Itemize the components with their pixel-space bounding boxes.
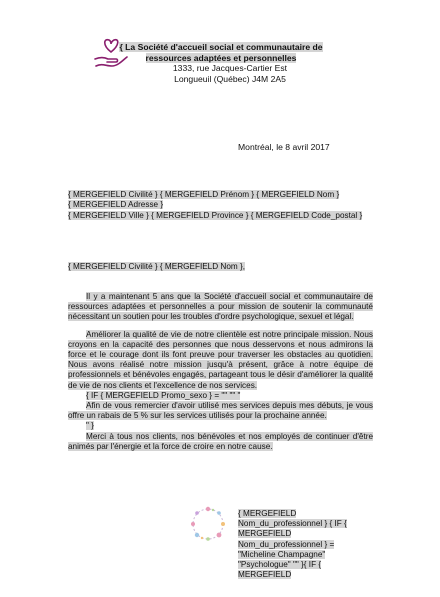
letter-body xyxy=(68,292,373,452)
floral-wreath-icon xyxy=(186,502,230,546)
salutation-text: { MERGEFIELD Civilité } { MERGEFIELD Nom }, xyxy=(68,262,245,271)
address-line-1: 1333, rue Jacques-Cartier Est xyxy=(172,63,288,74)
letterhead xyxy=(116,42,326,84)
body-paragraph-2: Améliorer la qualité de vie de notre clientèle est notre principale mission. Nous croyons en la capacité des personnes que nous desservons et nous admirons la force et le courage dont ils font preuve pour traverser les obstacles au quotidien. Nous avons réalisé notre mission jusqu'à présent, grâce à notre équipe de professionnels et bénévoles engagés, partageant tous le désir d'améliorer la qualité de vie de nos clients et l'excellence de nos services. xyxy=(68,329,373,390)
if-merge-field: { IF { MERGEFIELD Promo_sexo } = "" "" " xyxy=(86,390,241,400)
body-paragraph-4: Merci à tous nos clients, nos bénévoles et nos employés de continuer d'être animés par l'énergie et la force de croire en notre cause. xyxy=(68,431,373,451)
body-paragraph-3: Afin de vous remercier d'avoir utilisé mes services depuis mes débuts, je vous offre un rabais de 5 % sur les services utilisés pour la prochaine année. xyxy=(68,401,373,421)
address-line-2: Longueuil (Québec) J4M 2A5 xyxy=(174,73,286,84)
recipient-line-3: { MERGEFIELD Ville } { MERGEFIELD Province } { MERGEFIELD Code_postal } xyxy=(68,210,363,220)
recipient-line-1: { MERGEFIELD Civilité } { MERGEFIELD Prénom } { MERGEFIELD Nom } xyxy=(68,190,340,199)
body-paragraph-1: Il y a maintenant 5 ans que la Société d'accueil social et communautaire de ressources adaptées et personnelles a pour mission de soutenir la communauté nécessitant un soutien pour les troubles d'ordre psychologique, sexuel et légal. xyxy=(68,292,373,322)
if-close-brace: " } xyxy=(86,421,94,431)
recipient-line-2: { MERGEFIELD Adresse } xyxy=(68,200,164,210)
signature-merge-fields: { MERGEFIELD Nom_du_professionnel } { IF { MERGEFIELD Nom_du_professionnel } = "Micheline Champagne" "Psychologue" "" }{ IF { MERGEFIELD xyxy=(238,509,347,580)
salutation xyxy=(68,262,368,272)
recipient-block xyxy=(68,190,368,221)
organization-name: { La Société d'accueil social et communautaire de ressources adaptées et personnelles xyxy=(119,42,323,63)
letter-date: Montréal, le 8 avril 2017 xyxy=(238,142,330,152)
signature-block xyxy=(238,509,368,580)
